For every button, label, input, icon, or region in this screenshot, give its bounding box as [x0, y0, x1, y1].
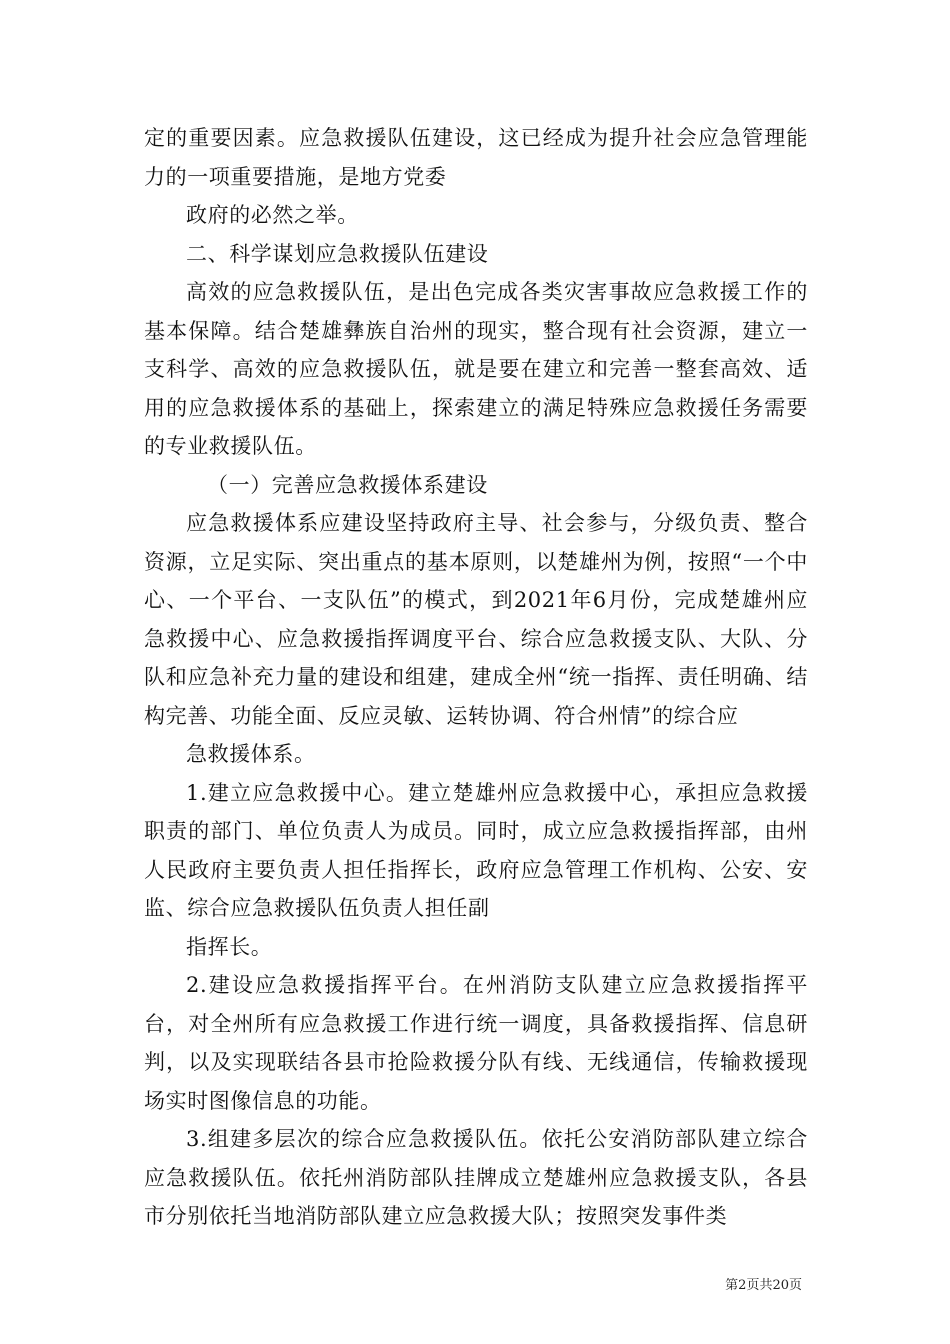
section-heading: 二、科学谋划应急救援队伍建设	[186, 241, 489, 266]
paragraph-continuation-tail: 政府的必然之举。	[186, 203, 359, 227]
paragraph-tail: 急救援体系。	[186, 742, 316, 766]
paragraph: 应急救援体系应建设坚持政府主导、社会参与，分级负责、整合资源，立足实际、突出重点的基本原则，以楚雄州为例，按照“一个中心、一个平台、一支队伍”的模式，到2021年6月份，完成楚雄州应急救援中心、应急救援指挥调度平台、综合应急救援支队、大队、分队和应急补充力量的建设和组建，建成全州“统一指挥、责任明确、结构完善、功能全面、反应灵敏、运转协调、符合州情”的综合应	[144, 511, 808, 728]
paragraph: 高效的应急救援队伍，是出色完成各类灾害事故应急救援工作的基本保障。结合楚雄彝族自治州的现实，整合现有社会资源，建立一支科学、高效的应急救援队伍，就是要在建立和完善一整套高效、适用的应急救援体系的基础上，探索建立的满足特殊应急救援任务需要的专业救援队伍。	[144, 280, 808, 458]
document-body	[144, 119, 808, 1236]
numbered-item-2: 2.建设应急救援指挥平台。在州消防支队建立应急救援指挥平台，对全州所有应急救援工作进行统一调度，具备救援指挥、信息研判，以及实现联结各县市抢险救援分队有线、无线通信，传输救援现场实时图像信息的功能。	[144, 973, 808, 1113]
subsection-heading: （一）完善应急救援体系建设	[207, 472, 488, 497]
numbered-item-3: 3.组建多层次的综合应急救援队伍。依托公安消防部队建立综合应急救援队伍。依托州消防部队挂牌成立楚雄州应急救援支队，各县市分别依托当地消防部队建立应急救援大队；按照突发事件类	[144, 1127, 808, 1228]
page-number: 第2页共20页	[725, 1278, 802, 1293]
paragraph-continuation: 定的重要因素。应急救援队伍建设，这已经成为提升社会应急管理能力的一项重要措施，是地方党委	[144, 126, 808, 189]
numbered-item-1: 1.建立应急救援中心。建立楚雄州应急救援中心，承担应急救援职责的部门、单位负责人为成员。同时，成立应急救援指挥部，由州人民政府主要负责人担任指挥长，政府应急管理工作机构、公安、安监、综合应急救援队伍负责人担任副	[144, 780, 808, 920]
numbered-item-1-tail: 指挥长。	[186, 934, 273, 959]
